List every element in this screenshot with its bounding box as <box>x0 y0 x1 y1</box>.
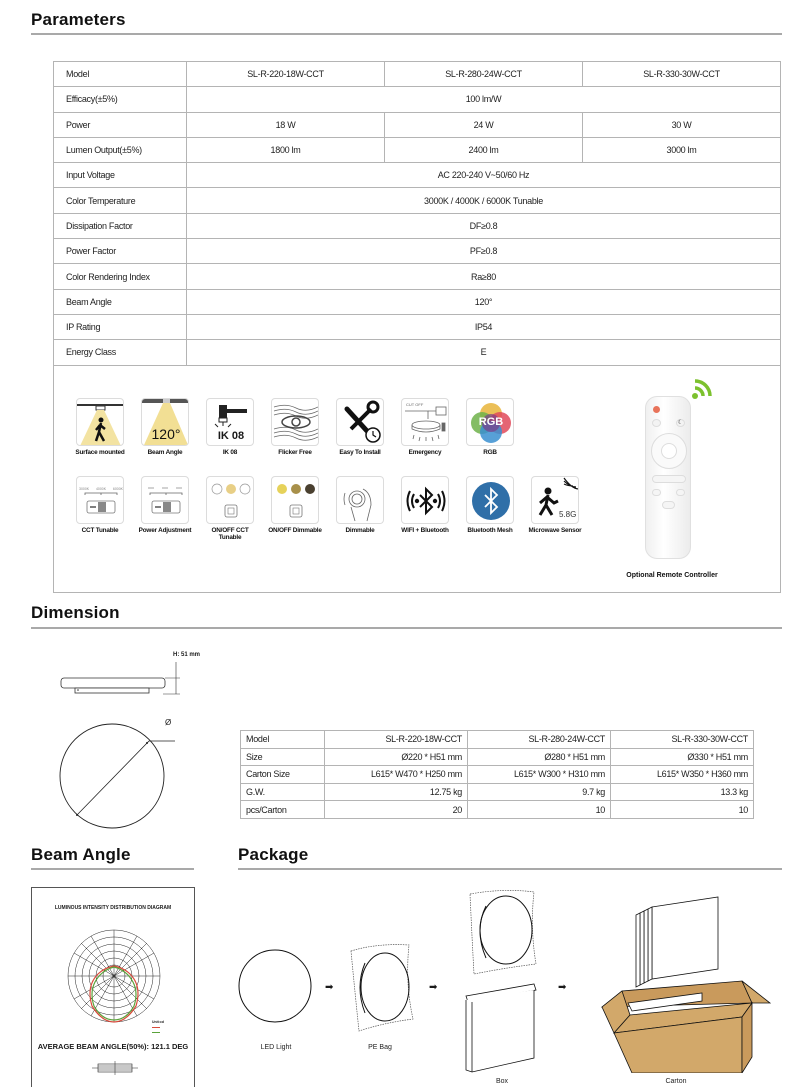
row-label: Color Temperature <box>54 188 187 213</box>
diameter-symbol: Ø <box>165 718 172 727</box>
cell: 100 lm/W <box>187 87 781 112</box>
feature-label: ON/OFF Dimmable <box>268 527 322 534</box>
cell: Ø220 * H51 mm <box>325 748 468 766</box>
row-label: Input Voltage <box>54 163 187 188</box>
cell: L615* W300 * H310 mm <box>468 766 611 784</box>
table-row <box>54 239 781 264</box>
row-label: Model <box>241 731 325 749</box>
led-light-drawing <box>237 948 313 1024</box>
feature-label: Microwave Sensor <box>528 527 582 534</box>
cell: 3000K / 4000K / 6000K Tunable <box>187 188 781 213</box>
table-row <box>241 783 754 801</box>
cell: 9.7 kg <box>468 783 611 801</box>
cell: 30 W <box>583 112 781 137</box>
package-heading: Package <box>238 845 309 864</box>
feature-wifi-bluetooth <box>397 476 453 534</box>
feature-power-adjustment <box>137 476 193 534</box>
table-row <box>54 87 781 112</box>
feature-surface-mounted <box>72 398 128 456</box>
dimmer-knob-icon <box>336 476 384 524</box>
table-row <box>54 112 781 137</box>
table-row <box>241 766 754 784</box>
cell: 13.3 kg <box>611 783 754 801</box>
table-row <box>241 801 754 819</box>
top-view-drawing <box>55 715 185 835</box>
ik08-text: IK 08 <box>217 430 245 442</box>
row-label: Power Factor <box>54 239 187 264</box>
row-label: G.W. <box>241 783 325 801</box>
feature-onoff-cct <box>202 476 258 541</box>
cell: 3000 lm <box>583 137 781 162</box>
dimension-rule <box>31 627 782 629</box>
polar-intensity-chart <box>64 926 164 1026</box>
package-rule <box>238 868 782 870</box>
cell: 10 <box>611 801 754 819</box>
cell: Ra≥80 <box>187 264 781 289</box>
feature-label: Power Adjustment <box>138 527 192 534</box>
remote-caption: Optional Remote Controller <box>626 572 718 579</box>
row-label: Size <box>241 748 325 766</box>
cct-4000k: 4000K <box>95 487 107 491</box>
cell: SL-R-280-24W-CCT <box>385 62 583 87</box>
feature-label: WIFI + Bluetooth <box>401 527 449 534</box>
wifi-bluetooth-icon <box>401 476 449 524</box>
table-row <box>54 264 781 289</box>
beam-angle-text: 120° <box>151 426 181 442</box>
cell: DF≥0.8 <box>187 213 781 238</box>
diagram-title: LUMINOUS INTENSITY DISTRIBUTION DIAGRAM <box>54 905 172 911</box>
cell: 12.75 kg <box>325 783 468 801</box>
cell: SL-R-220-18W-CCT <box>187 62 385 87</box>
cct-6000k: 6000K <box>112 487 123 491</box>
cell: 10 <box>468 801 611 819</box>
rgb-icon <box>466 398 514 446</box>
feature-label: IK 08 <box>222 449 238 456</box>
cell: 24 W <box>385 112 583 137</box>
dimension-table <box>240 730 754 819</box>
parameters-table <box>53 61 781 366</box>
cell: E <box>187 340 781 365</box>
table-row <box>241 731 754 749</box>
power-switch-icon <box>141 476 189 524</box>
table-row <box>54 62 781 87</box>
chart-legend <box>152 1020 164 1035</box>
feature-cct-tunable <box>72 476 128 534</box>
row-label: Power <box>54 112 187 137</box>
dimension-heading: Dimension <box>31 603 120 622</box>
feature-label: Bluetooth Mesh <box>467 527 513 534</box>
feature-label: Easy To Install <box>339 449 381 456</box>
table-row <box>54 213 781 238</box>
feature-label: Dimmable <box>345 527 375 534</box>
cell: PF≥0.8 <box>187 239 781 264</box>
legend-unit: Unit:cd <box>152 1020 165 1024</box>
row-label: Beam Angle <box>54 289 187 314</box>
cut-off-text: CUT OFF <box>406 402 424 407</box>
average-beam-angle: AVERAGE BEAM ANGLE(50%): 121.1 DEG <box>37 1042 189 1051</box>
arrow-icon: ➡ <box>325 982 334 993</box>
feature-microwave-sensor <box>527 476 583 534</box>
feature-dimmable <box>332 476 388 534</box>
table-row <box>54 188 781 213</box>
tools-clock-icon <box>336 398 384 446</box>
cell: IP54 <box>187 314 781 339</box>
cell: 1800 lm <box>187 137 385 162</box>
cell: SL-R-330-30W-CCT <box>583 62 781 87</box>
feature-label: Emergency <box>408 449 442 456</box>
feature-easy-install <box>332 398 388 456</box>
parameters-rule <box>31 33 782 35</box>
cell: 120° <box>187 289 781 314</box>
step-led-light-label: LED Light <box>260 1044 292 1051</box>
feature-ik08 <box>202 398 258 456</box>
cell: SL-R-220-18W-CCT <box>325 731 468 749</box>
cct-3000k: 3000K <box>79 487 90 491</box>
feature-rgb <box>462 398 518 456</box>
beam-angle-icon <box>141 398 189 446</box>
remote-body: ☾ <box>645 396 691 559</box>
table-row <box>54 314 781 339</box>
arrow-icon: ➡ <box>558 982 567 993</box>
cell: 18 W <box>187 112 385 137</box>
cct-switch-icon <box>76 476 124 524</box>
flicker-free-icon <box>271 398 319 446</box>
table-row <box>54 340 781 365</box>
box-drawing <box>464 888 542 1078</box>
sensor-freq-text: 5.8G <box>559 510 577 519</box>
feature-bluetooth-mesh <box>462 476 518 534</box>
table-row <box>54 137 781 162</box>
feature-label: RGB <box>483 449 497 456</box>
feature-label: ON/OFF CCT Tunable <box>211 527 249 541</box>
arrow-icon: ➡ <box>429 982 438 993</box>
cell: SL-R-280-24W-CCT <box>468 731 611 749</box>
table-row <box>241 748 754 766</box>
row-label: Energy Class <box>54 340 187 365</box>
height-dimension-label: H: 51 mm <box>173 652 201 658</box>
table-row <box>54 289 781 314</box>
onoff-cct-icon <box>206 476 254 524</box>
beam-angle-rule <box>31 868 194 870</box>
row-label: Lumen Output(±5%) <box>54 137 187 162</box>
ik08-hammer-icon <box>206 398 254 446</box>
feature-label: CCT Tunable <box>81 527 119 534</box>
beam-diagram-panel <box>31 887 195 1087</box>
row-label: Efficacy(±5%) <box>54 87 187 112</box>
feature-beam-angle <box>137 398 193 456</box>
feature-label: Beam Angle <box>147 449 183 456</box>
beam-angle-heading: Beam Angle <box>31 845 131 864</box>
cell: SL-R-330-30W-CCT <box>611 731 754 749</box>
row-label: Color Rendering Index <box>54 264 187 289</box>
wireless-signal-icon <box>691 374 717 400</box>
bluetooth-mesh-icon <box>466 476 514 524</box>
microwave-sensor-icon <box>531 476 579 524</box>
cell: 20 <box>325 801 468 819</box>
carton-drawing <box>592 893 772 1073</box>
row-label: pcs/Carton <box>241 801 325 819</box>
cell: 2400 lm <box>385 137 583 162</box>
parameters-heading: Parameters <box>31 10 126 29</box>
feature-label: Flicker Free <box>278 449 312 456</box>
emergency-icon <box>401 398 449 446</box>
step-pe-bag-label: PE Bag <box>368 1044 392 1051</box>
feature-onoff-dimmable <box>267 476 323 534</box>
feature-flicker-free <box>267 398 323 456</box>
remote-controller <box>607 374 737 589</box>
cell: Ø330 * H51 mm <box>611 748 754 766</box>
feature-label: Surface mounted <box>75 449 125 456</box>
beam-scale-bar <box>90 1060 140 1076</box>
pe-bag-drawing <box>347 943 417 1033</box>
row-label: Carton Size <box>241 766 325 784</box>
row-label: IP Rating <box>54 314 187 339</box>
step-carton-label: Carton <box>665 1078 687 1085</box>
surface-mounted-icon <box>76 398 124 446</box>
onoff-dim-icon <box>271 476 319 524</box>
rgb-text: RGB <box>478 416 504 428</box>
cell: L615* W470 * H250 mm <box>325 766 468 784</box>
step-box-label: Box <box>495 1078 509 1085</box>
row-label: Dissipation Factor <box>54 213 187 238</box>
features-panel <box>53 366 781 593</box>
legend-c90 <box>152 1030 164 1035</box>
cell: AC 220-240 V~50/60 Hz <box>187 163 781 188</box>
feature-emergency <box>397 398 453 456</box>
row-label: Model <box>54 62 187 87</box>
cell: L615* W350 * H360 mm <box>611 766 754 784</box>
cell: Ø280 * H51 mm <box>468 748 611 766</box>
table-row <box>54 163 781 188</box>
